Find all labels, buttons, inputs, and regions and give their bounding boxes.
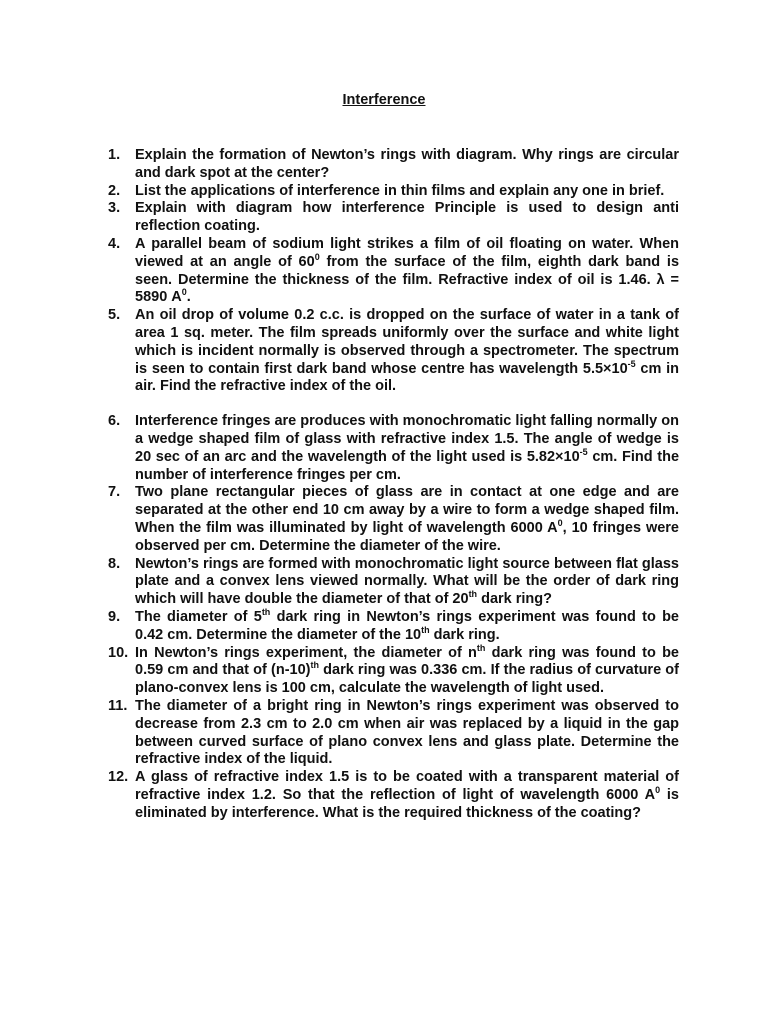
question-text (135, 147, 679, 183)
text-run: dark ring. (429, 626, 500, 643)
superscript: 0 (557, 517, 563, 528)
question-item (108, 606, 679, 645)
question-text (135, 307, 679, 396)
text-run: The diameter of 5 (135, 608, 262, 625)
question-text (135, 200, 679, 236)
superscript: th (310, 660, 319, 671)
superscript: th (261, 606, 271, 617)
text-run: In Newton’s rings experiment, the diameter of n (135, 644, 477, 661)
question-number: 2. (108, 182, 121, 199)
question-number: 8. (108, 555, 121, 572)
question-number: 3. (108, 200, 121, 217)
superscript: 0 (314, 251, 320, 262)
question-item (108, 413, 679, 484)
page-title: Interference (342, 92, 426, 108)
question-number: 4. (108, 235, 121, 252)
question-item (108, 236, 679, 307)
text-run: cm in air. Find the refractive index of the oil. (135, 360, 679, 395)
superscript: th (476, 642, 486, 653)
text-run: dark ring? (477, 591, 552, 608)
question-text (135, 769, 679, 822)
text-run: from the surface of the film, eighth dark band is seen. Determine the thickness of the film. Refractive index of oil is 1.46. λ = 5890 A (135, 253, 680, 306)
question-number: 7. (108, 484, 121, 501)
text-run: Explain the formation of Newton’s rings with diagram. Why rings are circular and dark spot at the center? (135, 147, 679, 181)
question-item (108, 183, 679, 201)
text-run: A glass of refractive index 1.5 is to be coated with a transparent material of refractive index 1.2. So that the reflection of light of wavelength 6000 A (135, 769, 679, 803)
question-number: 1. (108, 147, 121, 163)
question-text (135, 484, 679, 555)
question-item (108, 642, 679, 698)
text-run: . (186, 289, 191, 306)
question-item (108, 769, 679, 822)
question-item (108, 307, 679, 396)
text-run: Newton’s rings are formed with monochromatic light source between flat glass plate and a convex lens viewed normally. What will be the order of dark ring which will have double the diameter of that of 20 (135, 555, 679, 608)
superscript: 0 (655, 784, 661, 795)
question-item (108, 698, 679, 769)
superscript: th (421, 624, 430, 635)
text-run: A parallel beam of sodium light strikes a film of oil floating on water. When viewed at an angle of 60 (135, 235, 679, 270)
question-text (135, 236, 679, 307)
question-item (108, 200, 679, 236)
question-item (108, 147, 679, 183)
superscript: 0 (181, 287, 187, 298)
text-run: dark ring was found to be 0.59 cm and that of (n-10) (135, 644, 679, 679)
superscript: -5 (627, 358, 636, 369)
question-list (108, 147, 679, 822)
text-run: The diameter of a bright ring in Newton’s rings experiment was observed to decrease from 2.3 cm to 2.0 cm when air was replaced by a liquid in the gap between curved surface of plano convex lens and glass plate. Determine the refractive index of the liquid. (135, 697, 679, 768)
question-text (135, 556, 679, 609)
superscript: -5 (579, 446, 588, 457)
question-text (135, 606, 679, 645)
text-run: dark ring was 0.336 cm. If the radius of curvature of plano-convex lens is 100 cm, calculate the wavelength of light used. (135, 662, 679, 697)
text-run: is eliminated by interference. What is the required thickness of the coating? (135, 786, 679, 821)
text-run: List the applications of interference in thin films and explain any one in brief. (135, 182, 665, 199)
text-run: cm. Find the number of interference fringes per cm. (135, 448, 680, 483)
question-text (135, 413, 679, 484)
text-run: Interference fringes are produces with monochromatic light falling normally on a wedge shaped film of glass with refractive index 1.5. The angle of wedge is 20 sec of an arc and the wavelength of the light used is 5.82×10 (135, 413, 679, 465)
question-number: 12. (108, 769, 129, 786)
question-number: 5. (108, 307, 121, 324)
text-run: , 10 fringes were observed per cm. Determine the diameter of the wire. (135, 519, 679, 554)
text-run: An oil drop of volume 0.2 c.c. is dropped on the surface of water in a tank of area 1 sq. meter. The film spreads uniformly over the surface and white light which is incident normally is observed through a spectrometer. The spectrum is seen to contain first dark band whose centre has wavelength 5.5×10 (135, 307, 679, 377)
question-number: 9. (108, 608, 121, 625)
question-text (135, 183, 679, 201)
question-number: 11. (108, 697, 128, 714)
question-text (135, 642, 679, 698)
question-text (135, 698, 679, 769)
superscript: th (468, 589, 478, 600)
question-item (108, 556, 679, 609)
question-number: 6. (108, 413, 121, 430)
text-run: Explain with diagram how interference Principle is used to design anti reflection coating. (135, 200, 679, 235)
text-run: Two plane rectangular pieces of glass are in contact at one edge and are separated at the other end 10 cm away by a wire to form a wedge shaped film. When the film was illuminated by light of wavelength 6000 A (135, 484, 679, 536)
question-number: 10. (108, 644, 129, 661)
text-run: dark ring in Newton’s rings experiment was found to be 0.42 cm. Determine the diameter of the 10 (135, 608, 679, 643)
question-item (108, 484, 679, 555)
